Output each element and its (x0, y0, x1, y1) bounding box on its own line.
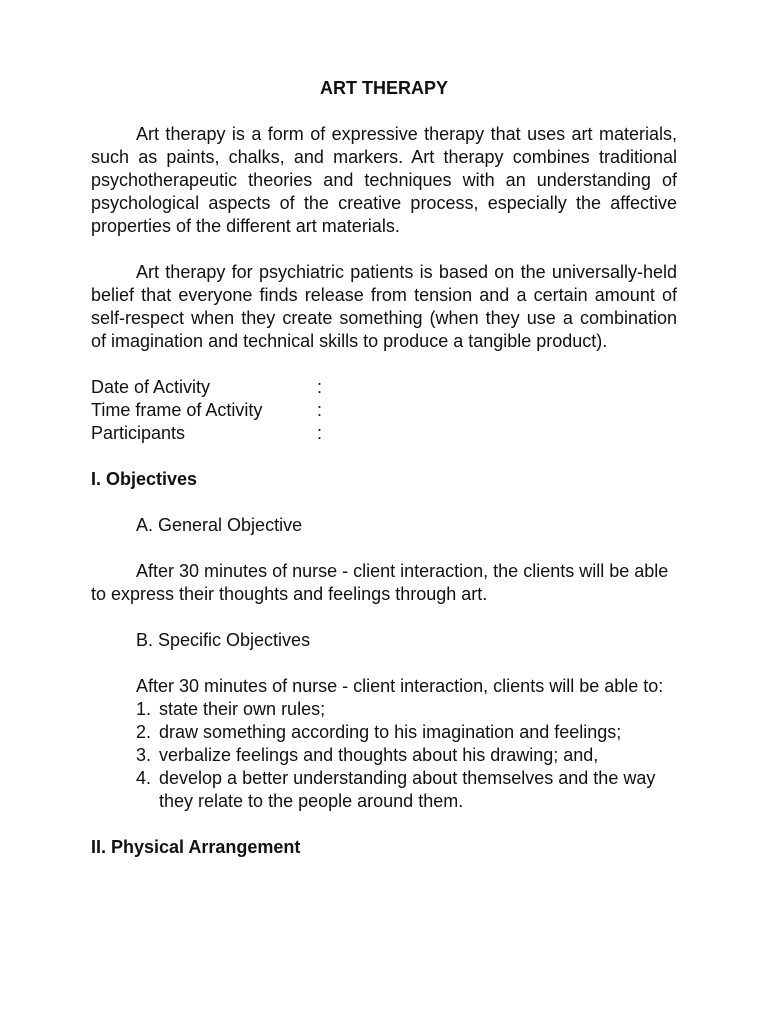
specific-objectives-label: B. Specific Objectives (136, 630, 311, 650)
specific-objectives-intro: After 30 minutes of nurse - client interaction, clients will be able to: (136, 676, 664, 696)
info-label: Date of Activity (91, 377, 211, 397)
list-item (91, 744, 677, 767)
info-colon: : (317, 377, 323, 397)
list-item (91, 698, 677, 721)
list-number: 1. (136, 699, 152, 719)
info-row-participants (91, 422, 677, 445)
section-heading-objectives: I. Objectives (91, 469, 198, 489)
info-row-time-frame (91, 399, 677, 422)
info-colon: : (317, 423, 323, 443)
general-objective-text: After 30 minutes of nurse - client interaction, the clients will be able to express their thoughts and feelings through art. (91, 561, 669, 604)
info-label: Time frame of Activity (91, 400, 263, 420)
intro-paragraph: Art therapy is a form of expressive therapy that uses art materials, such as paints, chalks, and markers. Art therapy combines traditional psychotherapeutic theories and techniques with an understanding of psychological aspects of the creative process, especially the affective properties of the different art materials. (91, 124, 677, 236)
general-objective-label: A. General Objective (136, 515, 303, 535)
specific-objectives-list (91, 698, 677, 813)
info-colon: : (317, 400, 323, 420)
document-body (91, 77, 677, 882)
list-item (91, 767, 677, 813)
list-number: 4. (136, 768, 152, 788)
rationale-paragraph: Art therapy for psychiatric patients is based on the universally-held belief that everyone finds release from tension and a certain amount of self-respect when they create something (when they use a combination of imagination and technical skills to produce a tangible product). (91, 262, 677, 351)
document-title: ART THERAPY (319, 78, 448, 98)
list-text: draw something according to his imagination and feelings; (159, 722, 622, 742)
section-heading-physical-arrangement: II. Physical Arrangement (91, 837, 301, 857)
list-text: verbalize feelings and thoughts about his drawing; and, (159, 745, 599, 765)
list-number: 3. (136, 745, 152, 765)
list-text: state their own rules; (159, 699, 326, 719)
info-label: Participants (91, 423, 186, 443)
list-text: develop a better understanding about themselves and the way they relate to the people around them. (159, 768, 656, 811)
list-number: 2. (136, 722, 152, 742)
activity-info (91, 376, 677, 445)
list-item (91, 721, 677, 744)
info-row-date (91, 376, 677, 399)
